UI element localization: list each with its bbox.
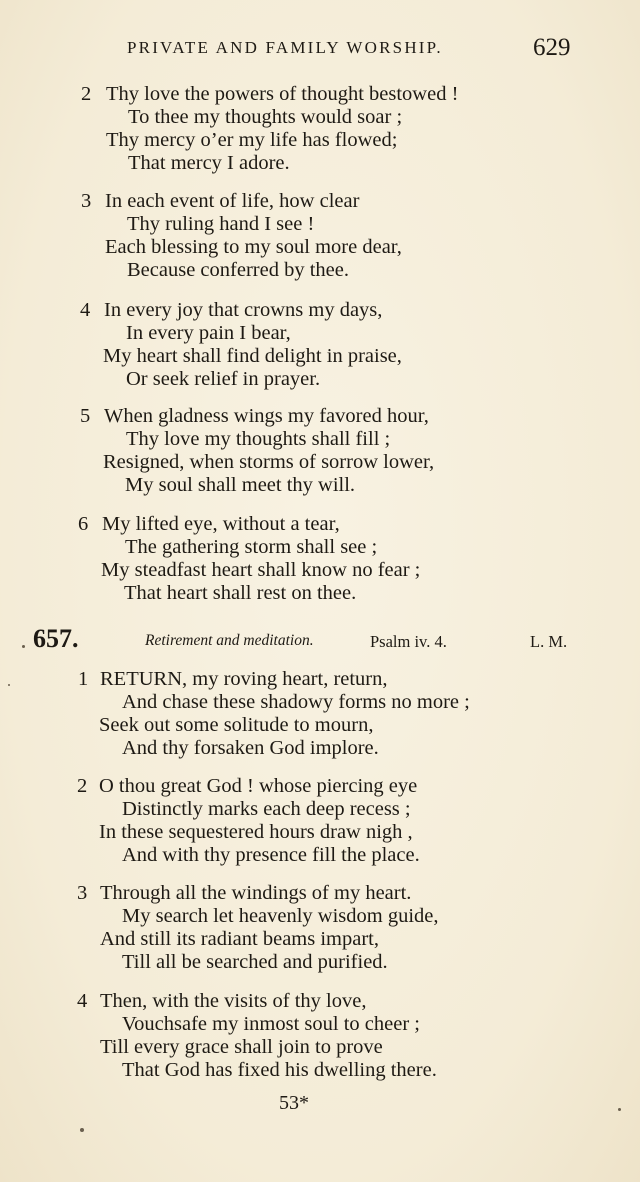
ink-speck — [8, 684, 10, 686]
verse-line: Till all be searched and purified. — [122, 951, 388, 973]
running-head: PRIVATE AND FAMILY WORSHIP. — [127, 38, 443, 57]
hymn-number: 657. — [33, 624, 79, 653]
verse-line: Or seek relief in prayer. — [126, 368, 321, 390]
verse-line: In these sequestered hours draw nigh , — [99, 821, 413, 843]
page-header — [0, 34, 640, 66]
page-number: 629 — [533, 34, 571, 61]
verse-line: Thy love my thoughts shall fill ; — [126, 428, 391, 450]
verse-line: Vouchsafe my inmost soul to cheer ; — [122, 1013, 420, 1035]
ink-speck — [22, 645, 25, 648]
verse-line: Distinctly marks each deep recess ; — [122, 798, 411, 820]
ink-speck — [618, 1108, 621, 1111]
verse-line: To thee my thoughts would soar ; — [128, 106, 403, 128]
verse-line: And with thy presence fill the place. — [122, 844, 420, 866]
verse-line: Then, with the visits of thy love, — [100, 990, 367, 1012]
verse-line: Each blessing to my soul more dear, — [105, 236, 402, 258]
verse-line: That heart shall rest on thee. — [124, 582, 357, 604]
verse-line: Thy mercy o’er my life has flowed; — [106, 129, 398, 151]
hymn-title: Retirement and meditation. — [145, 632, 314, 649]
verse-line: In every pain I bear, — [126, 322, 291, 344]
signature-mark: 53* — [279, 1092, 309, 1114]
verse-line: Till every grace shall join to prove — [100, 1036, 383, 1058]
verse-line: Seek out some solitude to mourn, — [99, 714, 374, 736]
verse-number: 4 — [77, 990, 88, 1012]
scripture-reference: Psalm iv. 4. — [370, 632, 447, 651]
verse-line: And chase these shadowy forms no more ; — [122, 691, 470, 713]
verse-line: And thy forsaken God implore. — [122, 737, 379, 759]
verse-line: And still its radiant beams impart, — [100, 928, 379, 950]
verse-line: My heart shall find delight in praise, — [103, 345, 402, 367]
hymn-heading — [0, 624, 640, 654]
verse-line: Resigned, when storms of sorrow lower, — [103, 451, 435, 473]
verse-line: The gathering storm shall see ; — [125, 536, 378, 558]
verse-line: Thy ruling hand I see ! — [127, 213, 315, 235]
verse-line: My lifted eye, without a tear, — [102, 513, 340, 535]
verse-line: My soul shall meet thy will. — [125, 474, 356, 496]
verse-number: 5 — [80, 405, 91, 427]
verse-number: 6 — [78, 513, 89, 535]
verse-line: O thou great God ! whose piercing eye — [99, 775, 418, 797]
verse-line: That God has fixed his dwelling there. — [122, 1059, 437, 1081]
verse-line: When gladness wings my favored hour, — [104, 405, 429, 427]
hymn-meter: L. M. — [530, 632, 568, 651]
verse-number: 4 — [80, 299, 91, 321]
verse-line: RETURN, my roving heart, return, — [100, 668, 388, 690]
verse-line: Thy love the powers of thought bestowed ! — [106, 83, 459, 105]
verse-line: In every joy that crowns my days, — [104, 299, 383, 321]
verse-number: 3 — [77, 882, 88, 904]
verse-line: That mercy I adore. — [128, 152, 290, 174]
verse-number: 2 — [77, 775, 88, 797]
ink-speck — [80, 1128, 84, 1132]
verse-line: My search let heavenly wisdom guide, — [122, 905, 439, 927]
verse-line: My steadfast heart shall know no fear ; — [101, 559, 421, 581]
verse-number: 3 — [81, 190, 92, 212]
verse-line: Through all the windings of my heart. — [100, 882, 412, 904]
verse-line: Because conferred by thee. — [127, 259, 349, 281]
verse-number: 1 — [78, 668, 89, 690]
verse-number: 2 — [81, 83, 92, 105]
verse-line: In each event of life, how clear — [105, 190, 360, 212]
